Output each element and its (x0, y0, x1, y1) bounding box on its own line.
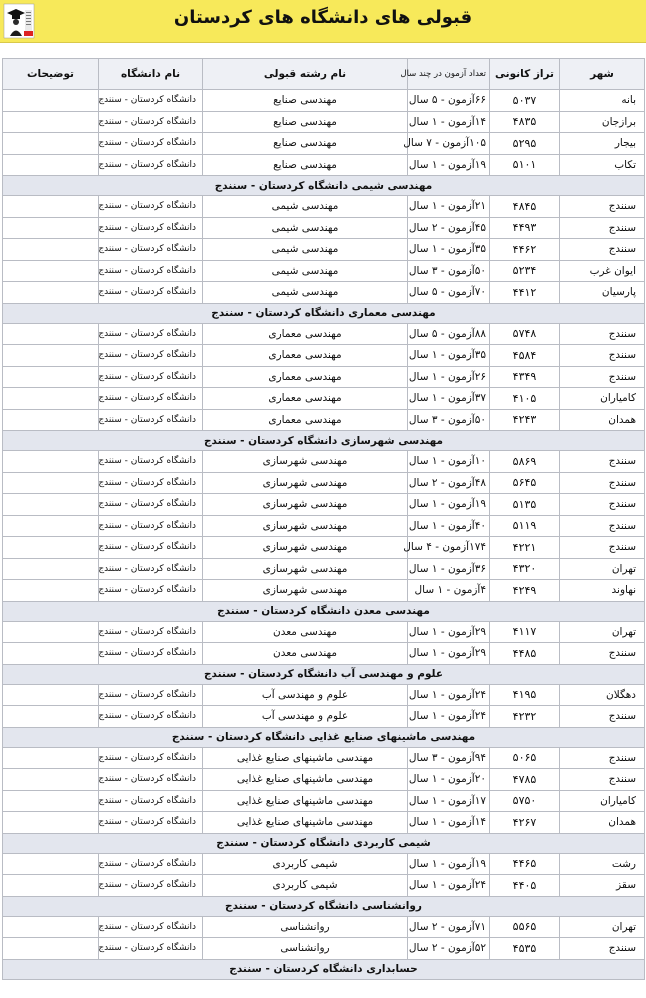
cell-exams: ۱۷آزمون - ۱ سال (408, 790, 490, 812)
section-title: مهندسی ماشینهای صنایع غذایی دانشگاه کردستان - سنندج (3, 727, 645, 747)
table-row (3, 260, 645, 282)
table-row (3, 388, 645, 410)
cell-university: دانشگاه کردستان - سنندج (99, 621, 203, 643)
table-row (3, 239, 645, 261)
cell-city: سنندج (560, 938, 645, 960)
cell-university: دانشگاه کردستان - سنندج (99, 790, 203, 812)
cell-exams: ۱۰۵آزمون - ۷ سال (408, 133, 490, 155)
section-row (3, 601, 645, 621)
table-row (3, 154, 645, 176)
cell-notes (3, 916, 99, 938)
cell-score: ۴۳۴۹ (490, 366, 560, 388)
cell-score: ۵۷۵۰ (490, 790, 560, 812)
cell-city: سنندج (560, 643, 645, 665)
cell-notes (3, 451, 99, 473)
table-row (3, 812, 645, 834)
cell-notes (3, 388, 99, 410)
cell-university: دانشگاه کردستان - سنندج (99, 239, 203, 261)
cell-major: مهندسی معدن (203, 643, 408, 665)
cell-score: ۴۴۶۲ (490, 239, 560, 261)
cell-city: سنندج (560, 537, 645, 559)
cell-score: ۵۰۳۷ (490, 90, 560, 112)
section-row (3, 176, 645, 196)
cell-exams: ۸۸آزمون - ۵ سال (408, 323, 490, 345)
cell-major: مهندسی معدن (203, 621, 408, 643)
table-row (3, 684, 645, 706)
cell-university: دانشگاه کردستان - سنندج (99, 366, 203, 388)
cell-university: دانشگاه کردستان - سنندج (99, 875, 203, 897)
cell-major: شیمی کاربردی (203, 853, 408, 875)
cell-university: دانشگاه کردستان - سنندج (99, 451, 203, 473)
table-row (3, 323, 645, 345)
cell-university: دانشگاه کردستان - سنندج (99, 282, 203, 304)
cell-notes (3, 409, 99, 431)
cell-notes (3, 366, 99, 388)
cell-major: مهندسی شیمی (203, 282, 408, 304)
cell-university: دانشگاه کردستان - سنندج (99, 345, 203, 367)
cell-exams: ۵۰آزمون - ۳ سال (408, 409, 490, 431)
section-title: حسابداری دانشگاه کردستان - سنندج (3, 959, 645, 979)
header-university: نام دانشگاه (99, 59, 203, 90)
table-row (3, 409, 645, 431)
cell-major: مهندسی شهرسازی (203, 558, 408, 580)
header-notes: توضیحات (3, 59, 99, 90)
cell-exams: ۱۹آزمون - ۱ سال (408, 154, 490, 176)
cell-score: ۴۵۳۵ (490, 938, 560, 960)
cell-notes (3, 558, 99, 580)
cell-city: همدان (560, 409, 645, 431)
table-row (3, 515, 645, 537)
cell-city: رشت (560, 853, 645, 875)
cell-university: دانشگاه کردستان - سنندج (99, 938, 203, 960)
cell-city: دهگلان (560, 684, 645, 706)
cell-exams: ۲۱آزمون - ۱ سال (408, 196, 490, 218)
cell-city: سنندج (560, 472, 645, 494)
table-row (3, 196, 645, 218)
cell-score: ۴۱۰۵ (490, 388, 560, 410)
cell-major: مهندسی صنایع (203, 90, 408, 112)
cell-exams: ۲۴آزمون - ۱ سال (408, 684, 490, 706)
cell-major: مهندسی معماری (203, 345, 408, 367)
cell-major: مهندسی معماری (203, 409, 408, 431)
cell-city: سنندج (560, 196, 645, 218)
cell-score: ۴۲۳۲ (490, 706, 560, 728)
cell-score: ۴۵۸۴ (490, 345, 560, 367)
table-row (3, 580, 645, 602)
cell-notes (3, 90, 99, 112)
cell-exams: ۳۶آزمون - ۱ سال (408, 558, 490, 580)
cell-exams: ۴۸آزمون - ۲ سال (408, 472, 490, 494)
cell-city: سنندج (560, 769, 645, 791)
cell-university: دانشگاه کردستان - سنندج (99, 388, 203, 410)
cell-major: مهندسی معماری (203, 388, 408, 410)
cell-university: دانشگاه کردستان - سنندج (99, 472, 203, 494)
cell-score: ۴۲۴۹ (490, 580, 560, 602)
cell-city: تهران (560, 558, 645, 580)
cell-university: دانشگاه کردستان - سنندج (99, 916, 203, 938)
cell-city: کامیاران (560, 790, 645, 812)
table-row (3, 938, 645, 960)
table-row (3, 345, 645, 367)
cell-university: دانشگاه کردستان - سنندج (99, 90, 203, 112)
table-row (3, 747, 645, 769)
table-body (3, 90, 645, 980)
section-title: شیمی کاربردی دانشگاه کردستان - سنندج (3, 833, 645, 853)
cell-exams: ۲۴آزمون - ۱ سال (408, 706, 490, 728)
cell-score: ۴۸۳۵ (490, 111, 560, 133)
cell-exams: ۱۷۴آزمون - ۴ سال (408, 537, 490, 559)
section-title: علوم و مهندسی آب دانشگاه کردستان - سنندج (3, 664, 645, 684)
cell-notes (3, 621, 99, 643)
cell-major: مهندسی صنایع (203, 133, 408, 155)
cell-university: دانشگاه کردستان - سنندج (99, 706, 203, 728)
cell-city: سنندج (560, 515, 645, 537)
cell-exams: ۲۶آزمون - ۱ سال (408, 366, 490, 388)
cell-city: سنندج (560, 366, 645, 388)
cell-exams: ۶۶آزمون - ۵ سال (408, 90, 490, 112)
cell-major: روانشناسی (203, 938, 408, 960)
cell-major: مهندسی شیمی (203, 239, 408, 261)
cell-exams: ۴آزمون - ۱ سال (408, 580, 490, 602)
cell-major: مهندسی شهرسازی (203, 580, 408, 602)
cell-city: کامیاران (560, 388, 645, 410)
table-row (3, 472, 645, 494)
table-row (3, 282, 645, 304)
cell-notes (3, 684, 99, 706)
cell-university: دانشگاه کردستان - سنندج (99, 196, 203, 218)
cell-university: دانشگاه کردستان - سنندج (99, 580, 203, 602)
cell-score: ۵۱۱۹ (490, 515, 560, 537)
cell-major: مهندسی صنایع (203, 111, 408, 133)
cell-university: دانشگاه کردستان - سنندج (99, 154, 203, 176)
table-row (3, 790, 645, 812)
cell-notes (3, 580, 99, 602)
cell-exams: ۹۴آزمون - ۳ سال (408, 747, 490, 769)
cell-notes (3, 790, 99, 812)
table-row (3, 706, 645, 728)
cell-exams: ۱۹آزمون - ۱ سال (408, 853, 490, 875)
section-row (3, 303, 645, 323)
cell-major: مهندسی شیمی (203, 217, 408, 239)
cell-exams: ۳۷آزمون - ۱ سال (408, 388, 490, 410)
cell-city: سنندج (560, 706, 645, 728)
cell-university: دانشگاه کردستان - سنندج (99, 111, 203, 133)
table-row (3, 90, 645, 112)
cell-major: مهندسی شهرسازی (203, 515, 408, 537)
cell-notes (3, 515, 99, 537)
table-row (3, 558, 645, 580)
cell-university: دانشگاه کردستان - سنندج (99, 409, 203, 431)
cell-major: مهندسی ماشینهای صنایع غذایی (203, 812, 408, 834)
results-table (2, 58, 645, 980)
cell-city: پارسیان (560, 282, 645, 304)
cell-university: دانشگاه کردستان - سنندج (99, 769, 203, 791)
cell-major: روانشناسی (203, 916, 408, 938)
table-row (3, 643, 645, 665)
table-row (3, 133, 645, 155)
results-sheet (0, 58, 646, 980)
cell-score: ۴۴۶۵ (490, 853, 560, 875)
title-banner (0, 0, 646, 43)
cell-score: ۴۲۶۷ (490, 812, 560, 834)
cell-city: تهران (560, 621, 645, 643)
cell-city: بانه (560, 90, 645, 112)
cell-city: سنندج (560, 494, 645, 516)
cell-university: دانشگاه کردستان - سنندج (99, 684, 203, 706)
header-score: تراز کانونی (490, 59, 560, 90)
section-row (3, 896, 645, 916)
section-row (3, 431, 645, 451)
table-row (3, 111, 645, 133)
cell-notes (3, 345, 99, 367)
cell-notes (3, 282, 99, 304)
cell-score: ۴۲۴۳ (490, 409, 560, 431)
cell-score: ۵۷۴۸ (490, 323, 560, 345)
cell-exams: ۷۱آزمون - ۲ سال (408, 916, 490, 938)
cell-notes (3, 323, 99, 345)
cell-major: شیمی کاربردی (203, 875, 408, 897)
cell-score: ۵۵۶۵ (490, 916, 560, 938)
cell-notes (3, 494, 99, 516)
cell-notes (3, 217, 99, 239)
cell-exams: ۲۰آزمون - ۱ سال (408, 769, 490, 791)
cell-notes (3, 938, 99, 960)
cell-notes (3, 769, 99, 791)
cell-major: مهندسی صنایع (203, 154, 408, 176)
cell-city: تکاب (560, 154, 645, 176)
cell-exams: ۲۴آزمون - ۱ سال (408, 875, 490, 897)
cell-university: دانشگاه کردستان - سنندج (99, 133, 203, 155)
cell-notes (3, 154, 99, 176)
cell-notes (3, 853, 99, 875)
cell-notes (3, 812, 99, 834)
cell-score: ۴۱۹۵ (490, 684, 560, 706)
page-title: قبولی های دانشگاه های کردستان (173, 7, 473, 28)
cell-exams: ۲۹آزمون - ۱ سال (408, 643, 490, 665)
cell-score: ۴۲۲۱ (490, 537, 560, 559)
cell-exams: ۳۵آزمون - ۱ سال (408, 345, 490, 367)
cell-exams: ۷۰آزمون - ۵ سال (408, 282, 490, 304)
table-row (3, 537, 645, 559)
table-row (3, 366, 645, 388)
section-row (3, 833, 645, 853)
cell-score: ۴۴۸۵ (490, 643, 560, 665)
cell-university: دانشگاه کردستان - سنندج (99, 812, 203, 834)
cell-notes (3, 875, 99, 897)
cell-city: بیجار (560, 133, 645, 155)
cell-score: ۵۱۳۵ (490, 494, 560, 516)
cell-notes (3, 643, 99, 665)
section-title: روانشناسی دانشگاه کردستان - سنندج (3, 896, 645, 916)
cell-score: ۴۴۰۵ (490, 875, 560, 897)
cell-notes (3, 239, 99, 261)
cell-score: ۵۰۶۵ (490, 747, 560, 769)
cell-exams: ۴۵آزمون - ۲ سال (408, 217, 490, 239)
cell-score: ۵۱۰۱ (490, 154, 560, 176)
table-row (3, 621, 645, 643)
cell-major: مهندسی شهرسازی (203, 494, 408, 516)
cell-exams: ۵۰آزمون - ۳ سال (408, 260, 490, 282)
cell-city: برازجان (560, 111, 645, 133)
table-row (3, 853, 645, 875)
cell-notes (3, 537, 99, 559)
cell-city: ایوان غرب (560, 260, 645, 282)
cell-city: سنندج (560, 747, 645, 769)
cell-notes (3, 260, 99, 282)
section-title: مهندسی معماری دانشگاه کردستان - سنندج (3, 303, 645, 323)
cell-exams: ۳۵آزمون - ۱ سال (408, 239, 490, 261)
cell-score: ۴۸۴۵ (490, 196, 560, 218)
cell-university: دانشگاه کردستان - سنندج (99, 537, 203, 559)
cell-city: سنندج (560, 239, 645, 261)
cell-major: مهندسی ماشینهای صنایع غذایی (203, 747, 408, 769)
header-major: نام رشته قبولی (203, 59, 408, 90)
cell-score: ۵۶۴۵ (490, 472, 560, 494)
section-row (3, 959, 645, 979)
section-row (3, 727, 645, 747)
cell-major: مهندسی شیمی (203, 260, 408, 282)
cell-notes (3, 747, 99, 769)
cell-major: مهندسی شهرسازی (203, 451, 408, 473)
cell-score: ۴۴۱۲ (490, 282, 560, 304)
cell-major: مهندسی معماری (203, 323, 408, 345)
cell-university: دانشگاه کردستان - سنندج (99, 217, 203, 239)
table-row (3, 451, 645, 473)
cell-score: ۵۲۹۵ (490, 133, 560, 155)
cell-exams: ۱۴آزمون - ۱ سال (408, 812, 490, 834)
cell-major: مهندسی ماشینهای صنایع غذایی (203, 769, 408, 791)
cell-city: تهران (560, 916, 645, 938)
header-city: شهر (560, 59, 645, 90)
cell-major: علوم و مهندسی آب (203, 684, 408, 706)
cell-notes (3, 133, 99, 155)
cell-score: ۴۱۱۷ (490, 621, 560, 643)
cell-university: دانشگاه کردستان - سنندج (99, 323, 203, 345)
header-row (3, 59, 645, 90)
table-row (3, 916, 645, 938)
cell-city: سنندج (560, 451, 645, 473)
cell-university: دانشگاه کردستان - سنندج (99, 558, 203, 580)
cell-city: سنندج (560, 345, 645, 367)
cell-score: ۴۳۲۰ (490, 558, 560, 580)
table-row (3, 769, 645, 791)
cell-university: دانشگاه کردستان - سنندج (99, 494, 203, 516)
cell-university: دانشگاه کردستان - سنندج (99, 515, 203, 537)
cell-major: مهندسی شیمی (203, 196, 408, 218)
cell-score: ۴۴۹۳ (490, 217, 560, 239)
table-row (3, 494, 645, 516)
cell-city: همدان (560, 812, 645, 834)
section-title: مهندسی معدن دانشگاه کردستان - سنندج (3, 601, 645, 621)
section-row (3, 664, 645, 684)
cell-notes (3, 196, 99, 218)
cell-exams: ۵۲آزمون - ۲ سال (408, 938, 490, 960)
cell-major: مهندسی شهرسازی (203, 472, 408, 494)
cell-exams: ۱۰آزمون - ۱ سال (408, 451, 490, 473)
cell-university: دانشگاه کردستان - سنندج (99, 747, 203, 769)
cell-major: علوم و مهندسی آب (203, 706, 408, 728)
table-row (3, 217, 645, 239)
cell-score: ۵۲۳۴ (490, 260, 560, 282)
cell-city: سقز (560, 875, 645, 897)
cell-exams: ۲۹آزمون - ۱ سال (408, 621, 490, 643)
cell-notes (3, 706, 99, 728)
cell-exams: ۱۴آزمون - ۱ سال (408, 111, 490, 133)
cell-university: دانشگاه کردستان - سنندج (99, 260, 203, 282)
table-row (3, 875, 645, 897)
cell-exams: ۱۹آزمون - ۱ سال (408, 494, 490, 516)
cell-notes (3, 111, 99, 133)
cell-major: مهندسی معماری (203, 366, 408, 388)
cell-major: مهندسی ماشینهای صنایع غذایی (203, 790, 408, 812)
cell-city: سنندج (560, 323, 645, 345)
cell-score: ۴۷۸۵ (490, 769, 560, 791)
cell-exams: ۴۰آزمون - ۱ سال (408, 515, 490, 537)
header-exams: تعداد آزمون در چند سال (408, 59, 490, 90)
cell-score: ۵۸۶۹ (490, 451, 560, 473)
cell-city: نهاوند (560, 580, 645, 602)
cell-notes (3, 472, 99, 494)
cell-university: دانشگاه کردستان - سنندج (99, 853, 203, 875)
cell-major: مهندسی شهرسازی (203, 537, 408, 559)
section-title: مهندسی شیمی دانشگاه کردستان - سنندج (3, 176, 645, 196)
cell-city: سنندج (560, 217, 645, 239)
cell-university: دانشگاه کردستان - سنندج (99, 643, 203, 665)
section-title: مهندسی شهرسازی دانشگاه کردستان - سنندج (3, 431, 645, 451)
